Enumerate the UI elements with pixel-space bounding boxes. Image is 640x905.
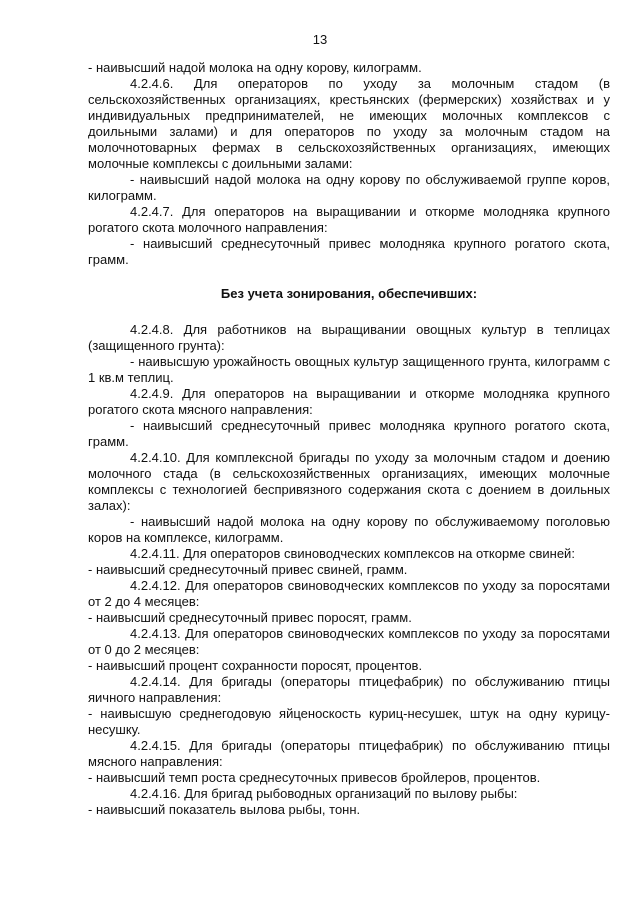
text-paragraph: 4.2.4.8. Для работников на выращивании овощных культур в теплицах (защищенного грунта): <box>88 322 610 353</box>
text-paragraph: - наивысший среднесуточный привес свиней, грамм. <box>88 562 408 577</box>
text-paragraph: 4.2.4.12. Для операторов свиноводческих комплексов по уходу за поросятами от 2 до 4 месяцев: <box>88 578 610 609</box>
text-paragraph: 4.2.4.7. Для операторов на выращивании и откорме молодняка крупного рогатого скота молочного направления: <box>88 204 610 235</box>
text-paragraph: - наивысший темп роста среднесуточных привесов бройлеров, процентов. <box>88 770 541 785</box>
text-paragraph: 4.2.4.16. Для бригад рыбоводных организаций по вылову рыбы: <box>130 786 518 801</box>
paragraphs-after-heading <box>88 322 610 818</box>
document-body <box>88 60 610 818</box>
text-paragraph: 4.2.4.13. Для операторов свиноводческих комплексов по уходу за поросятами от 0 до 2 месяцев: <box>88 626 610 657</box>
paragraphs-before-heading <box>88 60 610 268</box>
text-paragraph: 4.2.4.9. Для операторов на выращивании и откорме молодняка крупного рогатого скота мясного направления: <box>88 386 610 417</box>
text-paragraph: - наивысший среднесуточный привес молодняка крупного рогатого скота, грамм. <box>88 418 610 449</box>
text-paragraph: - наивысший показатель вылова рыбы, тонн. <box>88 802 361 817</box>
text-paragraph: 4.2.4.6. Для операторов по уходу за молочным стадом (в сельскохозяйственных организациях, крестьянских (фермерских) хозяйствах и у индивидуальных предпринимателей, не имеющих молочных комплексов с доильными залами) и для операторов по уходу за молочным стадом на молочнотоварных фермах в сельскохозяйственных организациях, имеющих молочные комплексы с доильными залами: <box>88 76 610 171</box>
text-paragraph: 4.2.4.15. Для бригады (операторы птицефабрик) по обслуживанию птицы мясного направления: <box>88 738 610 769</box>
text-paragraph: - наивысший надой молока на одну корову по обслуживаемому поголовью коров на комплексе, килограмм. <box>88 514 610 545</box>
text-paragraph: - наивысший среднесуточный привес молодняка крупного рогатого скота, грамм. <box>88 236 610 267</box>
page-number: 13 <box>312 32 328 47</box>
text-paragraph: - наивысшую урожайность овощных культур защищенного грунта, килограмм с 1 кв.м теплиц. <box>88 354 610 385</box>
text-paragraph: - наивысший надой молока на одну корову, килограмм. <box>88 60 422 75</box>
section-heading: Без учета зонирования, обеспечивших: <box>220 286 478 301</box>
text-paragraph: 4.2.4.11. Для операторов свиноводческих комплексов на откорме свиней: <box>130 546 575 561</box>
text-paragraph: 4.2.4.14. Для бригады (операторы птицефабрик) по обслуживанию птицы яичного направления: <box>88 674 610 705</box>
text-paragraph: - наивысший надой молока на одну корову по обслуживаемой группе коров, килограмм. <box>88 172 610 203</box>
text-paragraph: - наивысший среднесуточный привес поросят, грамм. <box>88 610 412 625</box>
text-paragraph: - наивысшую среднегодовую яйценоскость куриц-несушек, штук на одну курицу-несушку. <box>88 706 610 737</box>
text-paragraph: 4.2.4.10. Для комплексной бригады по уходу за молочным стадом и доению молочного стада (в сельскохозяйственных организациях, имеющих молочные комплексы с технологией беспривязного содержания скота с доением в доильных залах): <box>88 450 610 513</box>
text-paragraph: - наивысший процент сохранности поросят, процентов. <box>88 658 423 673</box>
